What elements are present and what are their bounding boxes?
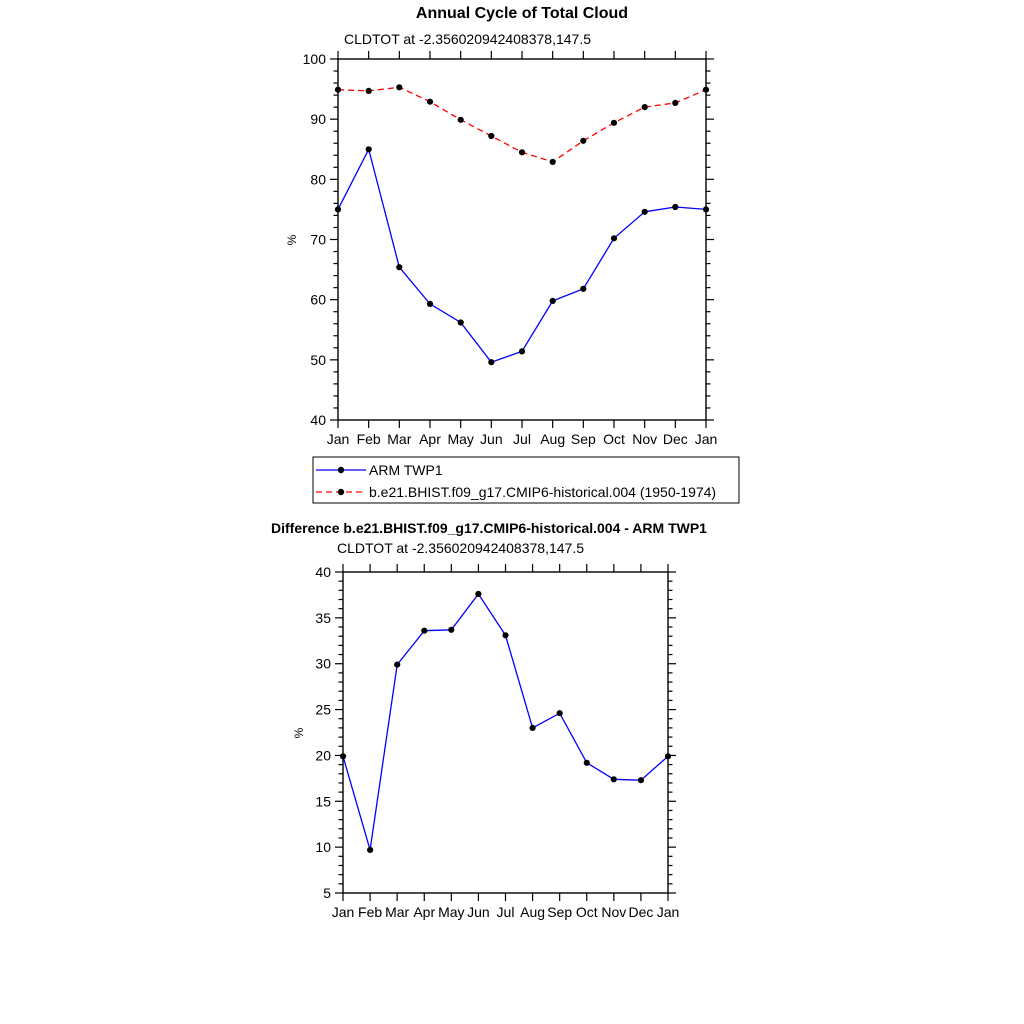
x-tick-label: Mar [385,904,410,920]
x-tick-label: May [447,431,474,447]
series-marker-0 [665,753,671,759]
series-marker-0 [580,286,586,292]
series-marker-0 [396,264,402,270]
y-tick-label: 25 [315,701,331,718]
series-marker-0 [427,301,433,307]
chart1-plot-area [303,51,718,447]
x-tick-label: May [438,904,465,920]
y-tick-label: 35 [315,609,331,626]
x-tick-label: Sep [547,904,573,920]
x-tick-label: Sep [570,431,596,447]
y-tick-label: 60 [310,291,326,308]
series-marker-0 [672,204,678,210]
y-tick-label: 30 [315,655,331,672]
y-tick-label: 20 [315,747,331,764]
series-marker-1 [580,138,586,144]
series-marker-1 [427,99,433,105]
x-tick-label: Jul [513,431,531,447]
series-marker-1 [366,88,372,94]
series-marker-1 [519,149,525,155]
series-marker-0 [458,319,464,325]
series-marker-0 [550,298,556,304]
chart1-y-axis-label: % [285,234,299,246]
x-tick-label: Nov [601,904,627,920]
x-tick-label: Oct [575,904,598,920]
series-marker-0 [557,710,563,716]
chart1-title: Annual Cycle of Total Cloud [415,5,629,22]
series-marker-1 [703,87,709,93]
series-marker-0 [519,348,525,354]
series-marker-0 [638,777,644,783]
y-tick-label: 10 [315,839,331,856]
series-marker-1 [611,120,617,126]
y-tick-label: 15 [315,793,331,810]
x-tick-label: Feb [358,904,383,920]
series-marker-0 [611,776,617,782]
difference-chart [271,520,707,920]
x-tick-label: Mar [387,431,412,447]
legend-entry-model [316,484,716,500]
series-marker-0 [340,753,346,759]
x-tick-label: Jun [480,431,503,447]
x-tick-label: Nov [632,431,658,447]
y-tick-label: 5 [323,885,331,901]
chart1-subtitle: CLDTOT at -2.356020942408378,147.5 [344,31,592,47]
chart2-title: Difference b.e21.BHIST.f09_g17.CMIP6-historical.004 - ARM TWP1 [271,520,707,536]
series-marker-0 [421,628,427,634]
x-tick-label: Jan [331,904,355,920]
x-tick-label: Aug [520,904,546,920]
y-tick-label: 70 [310,231,326,248]
legend-label-model: b.e21.BHIST.f09_g17.CMIP6-historical.004 (1950-1974) [369,484,717,500]
x-tick-label: Jan [694,431,718,447]
x-tick-label: Jan [326,431,350,447]
series-marker-1 [396,84,402,90]
x-tick-label: Apr [413,904,436,920]
series-marker-1 [335,87,341,93]
series-marker-0 [394,662,400,668]
legend-marker-obs [338,467,344,473]
plot-frame [338,59,706,420]
x-tick-label: Aug [540,431,566,447]
y-tick-label: 90 [310,111,326,128]
y-tick-label: 100 [302,51,326,67]
series-marker-0 [584,760,590,766]
legend-marker-model [338,489,344,495]
x-tick-label: Jun [467,904,490,920]
chart2-y-axis-label: % [292,727,306,739]
series-marker-0 [475,591,481,597]
series-marker-1 [642,104,648,110]
series-marker-1 [672,100,678,106]
x-tick-label: Jan [656,904,680,920]
annual-cycle-chart [285,5,717,447]
plot-frame [343,572,668,893]
chart1-legend [313,457,739,503]
series-marker-1 [550,159,556,165]
x-tick-label: Dec [628,904,654,920]
series-marker-0 [367,847,373,853]
y-tick-label: 40 [315,564,331,580]
chart2-plot-area [315,564,679,920]
series-marker-1 [488,133,494,139]
x-tick-label: Oct [603,431,625,447]
series-marker-0 [488,359,494,365]
series-marker-0 [642,209,648,215]
series-line-0 [338,149,706,362]
legend-label-obs: ARM TWP1 [369,462,443,478]
x-tick-label: Jul [496,904,515,920]
series-marker-0 [366,146,372,152]
series-marker-0 [448,627,454,633]
chart2-subtitle: CLDTOT at -2.356020942408378,147.5 [337,540,585,556]
y-tick-label: 40 [310,412,326,428]
series-marker-0 [611,235,617,241]
series-marker-0 [530,725,536,731]
series-marker-1 [458,117,464,123]
y-tick-label: 50 [310,351,326,368]
series-marker-0 [703,206,709,212]
x-tick-label: Apr [419,431,441,447]
series-marker-0 [502,632,508,638]
y-tick-label: 80 [310,171,326,188]
x-tick-label: Dec [662,431,688,447]
series-marker-0 [335,206,341,212]
x-tick-label: Feb [356,431,381,447]
